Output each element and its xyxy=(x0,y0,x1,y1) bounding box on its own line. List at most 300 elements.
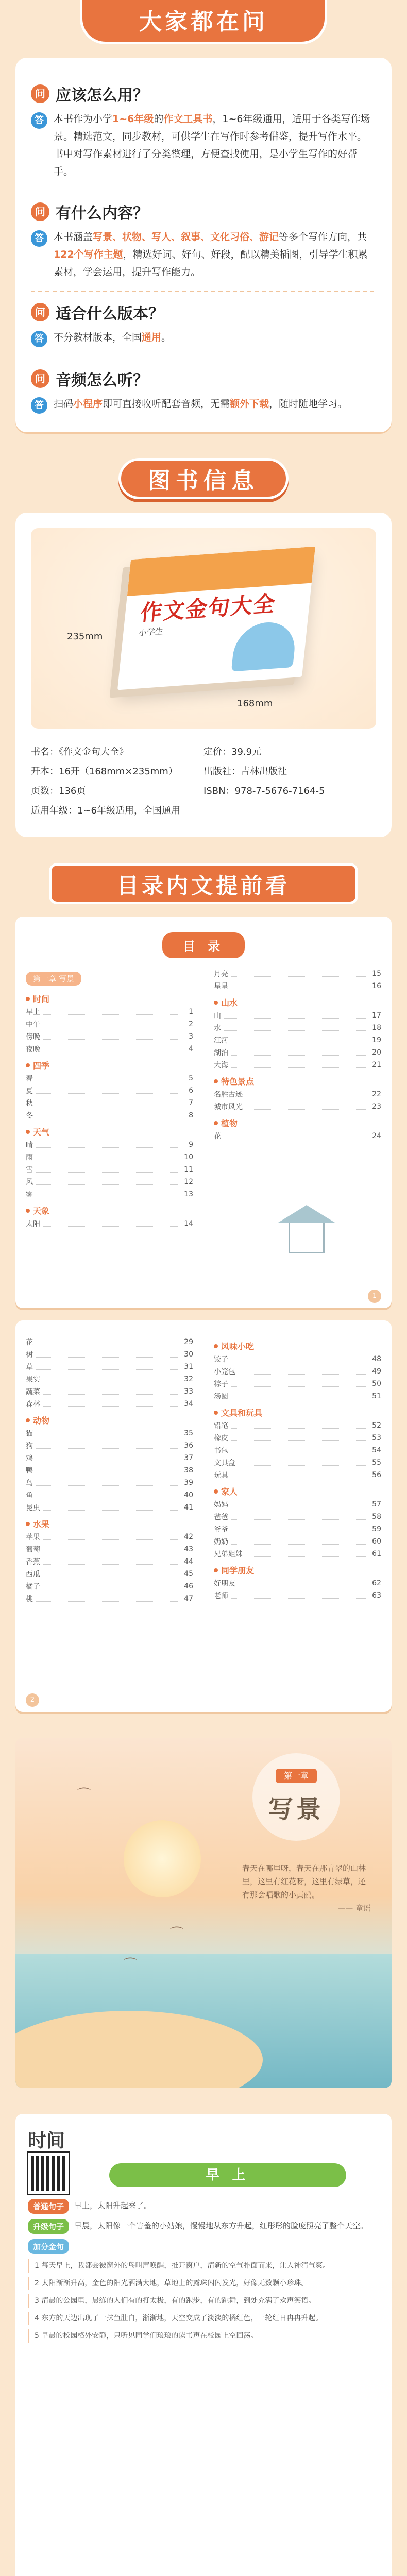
faq-answer xyxy=(31,329,376,347)
toc-leader xyxy=(43,1401,178,1407)
toc-leader xyxy=(36,1492,178,1498)
faq-question-text: 适合什么版本？ xyxy=(56,305,164,323)
toc-entry-page: 48 xyxy=(372,1355,381,1363)
book-info-grid xyxy=(31,744,376,819)
book-info-item xyxy=(204,803,376,819)
toc-entry[interactable] xyxy=(26,1151,193,1163)
toc-entry-title: 夜晚 xyxy=(26,1045,40,1054)
toc-entry[interactable] xyxy=(26,1543,193,1555)
toc-leader xyxy=(36,1443,178,1449)
book-cover-illustration xyxy=(231,620,298,672)
toc-entry[interactable] xyxy=(26,1555,193,1568)
toc-leader xyxy=(231,1538,366,1545)
toc-entry-title: 晴 xyxy=(26,1141,33,1149)
sample-paragraph: 5 早晨的校园格外安静，只听见同学们琅琅的读书声在校园上空回荡。 xyxy=(28,2329,379,2343)
toc-entry[interactable] xyxy=(214,1548,381,1560)
faq-answer-text xyxy=(54,329,171,346)
book-info-item: 开本：16开（168mm×235mm） xyxy=(31,766,178,777)
toc-entry[interactable] xyxy=(214,968,381,980)
qr-code-icon[interactable] xyxy=(28,2153,69,2194)
toc-entry[interactable] xyxy=(214,1365,381,1378)
toc-entry-page: 51 xyxy=(372,1392,381,1400)
faq-question xyxy=(31,82,376,105)
toc-entry-page: 33 xyxy=(184,1387,193,1396)
toc-leader xyxy=(43,1583,178,1589)
toc-entry-title: 昆虫 xyxy=(26,1504,40,1512)
toc-entry-page: 8 xyxy=(189,1111,193,1120)
toc-leader xyxy=(231,1422,366,1429)
sample-line-tag: 升级句子 xyxy=(28,2219,69,2234)
faq-answer-part: 等多个写作方向，共 xyxy=(279,231,367,243)
toc-entry-page: 17 xyxy=(372,1011,381,1020)
toc-entry-title: 狗 xyxy=(26,1442,33,1450)
chapter-poem xyxy=(242,1861,371,1915)
toc-entry[interactable] xyxy=(26,1398,193,1410)
toc-group: 天象 xyxy=(26,1205,193,1216)
sample-line-text: 早上，太阳升起来了。 xyxy=(74,2201,152,2210)
toc-leader xyxy=(36,1179,178,1185)
toc-entry[interactable] xyxy=(26,1592,193,1605)
toc-leader xyxy=(36,1351,178,1358)
book-info-item: 书名：《作文金句大全》 xyxy=(31,747,128,757)
toc-leader xyxy=(43,1046,178,1052)
toc-entry[interactable] xyxy=(26,1072,193,1084)
sample-page-header xyxy=(28,2126,379,2153)
toc-entry-page: 44 xyxy=(184,1557,193,1566)
toc-entry-title: 城市风光 xyxy=(214,1103,243,1111)
toc-entry-page: 45 xyxy=(184,1570,193,1578)
toc-entry-page: 22 xyxy=(372,1090,381,1098)
toc-leader xyxy=(36,1142,178,1148)
toc-leader xyxy=(36,1430,178,1436)
faq-answer-highlight: 作文工具书 xyxy=(163,113,213,125)
toc-entry-page: 61 xyxy=(372,1550,381,1558)
toc-entry-title: 小笼包 xyxy=(214,1368,235,1376)
faq-answer-part: 即可直接收听配套音频，无需 xyxy=(103,398,230,410)
toc-entry-title: 鱼 xyxy=(26,1492,33,1500)
toc-entry-title: 鸡 xyxy=(26,1454,33,1463)
toc-entry-page: 41 xyxy=(184,1503,193,1512)
toc-entry-page: 60 xyxy=(372,1537,381,1546)
book-cover-stage xyxy=(31,528,376,729)
toc-entry[interactable] xyxy=(26,1385,193,1398)
toc-entry[interactable] xyxy=(26,1477,193,1489)
toc-leader xyxy=(231,971,366,977)
book-info-title: 图书信息 xyxy=(118,458,289,499)
sample-page-1 xyxy=(15,2114,392,2576)
toc-entry-page: 47 xyxy=(184,1595,193,1603)
chapter-page xyxy=(15,1738,392,2088)
toc-entry[interactable] xyxy=(26,1361,193,1373)
toc-entry-page: 23 xyxy=(372,1103,381,1111)
toc-leader xyxy=(36,1191,178,1197)
toc-leader xyxy=(43,1033,178,1040)
toc-entry-title: 夏 xyxy=(26,1087,33,1095)
faq-answer-text xyxy=(54,110,376,180)
toc-leader xyxy=(36,1100,178,1106)
sample-paragraph: 4 东方的天边出现了一抹鱼肚白，渐渐地，天空变成了淡淡的橘红色，一轮红日冉冉升起。 xyxy=(28,2312,379,2325)
toc-entry[interactable] xyxy=(214,1088,381,1100)
bird-icon: ⌒ xyxy=(77,1787,91,1803)
toc-entry[interactable] xyxy=(214,1432,381,1444)
toc-group: 特色景点 xyxy=(214,1075,381,1087)
faq-answer-text xyxy=(54,395,347,413)
book-info-item: ISBN：978-7-5676-7164-5 xyxy=(204,786,325,796)
toc-entry[interactable] xyxy=(214,1046,381,1059)
toc-leader xyxy=(231,1049,366,1056)
toc-leader xyxy=(43,1571,178,1577)
toc-leader xyxy=(231,1447,366,1453)
toc-head xyxy=(26,932,381,958)
book-info-item: 适用年级：1~6年级适用，全国通用 xyxy=(31,805,180,816)
toc-group: 水果 xyxy=(26,1518,193,1530)
toc-entry-title: 树 xyxy=(26,1351,33,1359)
toc-entry-title: 风 xyxy=(26,1178,33,1187)
toc-leader xyxy=(231,1435,366,1441)
toc-leader xyxy=(36,1339,178,1345)
chapter-title-circle xyxy=(252,1753,340,1841)
toc-leader xyxy=(43,1558,178,1565)
faq-answer xyxy=(31,395,376,414)
toc-entry[interactable] xyxy=(26,1531,193,1543)
chapter-section xyxy=(0,1727,407,2098)
book-cover-band xyxy=(127,547,315,596)
faq-answer-highlight: 额外下载 xyxy=(230,398,269,410)
toc-entry[interactable] xyxy=(26,1427,193,1439)
faq-answer-text xyxy=(54,228,376,281)
toc-entry[interactable] xyxy=(26,1336,193,1348)
toc-entry-page: 58 xyxy=(372,1513,381,1521)
toc-entry[interactable] xyxy=(214,1469,381,1481)
toc-page-2 xyxy=(15,1320,392,1712)
toc-leader xyxy=(36,1467,178,1473)
toc-entry[interactable] xyxy=(214,1022,381,1034)
sun-illustration xyxy=(124,1820,201,1897)
toc-entry-page: 42 xyxy=(184,1533,193,1541)
toc-group: 文具和玩具 xyxy=(214,1406,381,1418)
toc-entry-title: 香蕉 xyxy=(26,1558,40,1566)
toc-entry[interactable] xyxy=(214,1009,381,1022)
toc-entry[interactable] xyxy=(214,1444,381,1456)
toc-entry-page: 39 xyxy=(184,1479,193,1487)
toc-entry-title: 冬 xyxy=(26,1112,33,1120)
faq-answer-part: 本书作为小学 xyxy=(54,113,113,125)
toc-entry-page: 16 xyxy=(372,982,381,990)
toc-entry-title: 雨 xyxy=(26,1154,33,1162)
toc-entry-title: 文具盒 xyxy=(214,1459,235,1467)
sample-line-tag: 普通句子 xyxy=(28,2199,69,2214)
toc-entry-title: 水 xyxy=(214,1024,221,1032)
toc-entry[interactable] xyxy=(26,1018,193,1030)
toc-leader xyxy=(239,1460,366,1466)
toc-entry[interactable] xyxy=(214,1589,381,1602)
toc-entry-page: 30 xyxy=(184,1350,193,1359)
toc-entry[interactable] xyxy=(214,1130,381,1142)
sample-paragraph: 3 清晨的公园里，晨练的人们有的打太极，有的跑步，有的跳舞，到处充满了欢声笑语。 xyxy=(28,2294,379,2308)
faq-answer-highlight: 通用 xyxy=(142,332,162,343)
toc-entry[interactable] xyxy=(26,1439,193,1452)
toc-entry-title: 秋 xyxy=(26,1099,33,1108)
toc-entry[interactable] xyxy=(214,1390,381,1402)
toc-leader xyxy=(43,1534,178,1540)
toc-leader xyxy=(36,1596,178,1602)
answer-icon: 答 xyxy=(31,112,47,129)
toc-entry[interactable] xyxy=(26,1139,193,1151)
toc-entry-title: 鸭 xyxy=(26,1467,33,1475)
faq-answer-part: 不分教材版本，全国 xyxy=(54,332,142,343)
faq-question-text: 应该怎么用？ xyxy=(56,87,148,105)
faq-answer-highlight: 小程序 xyxy=(73,398,103,410)
toc-leader xyxy=(239,1580,366,1586)
pavilion-illustration xyxy=(278,1205,335,1267)
chapter-poem-author: —— 童谣 xyxy=(337,1904,371,1913)
toc-entry-title: 妈妈 xyxy=(214,1501,228,1509)
answer-icon: 答 xyxy=(31,230,47,247)
toc-entry-page: 3 xyxy=(189,1032,193,1041)
toc-entry-page: 38 xyxy=(184,1466,193,1475)
toc-entry[interactable] xyxy=(26,1217,193,1230)
toc-group: 同学朋友 xyxy=(214,1564,381,1576)
sample-line xyxy=(28,2199,379,2214)
toc-entry-title: 名胜古迹 xyxy=(214,1091,243,1099)
book-height-dimension: 235mm xyxy=(67,631,103,642)
toc-entry[interactable] xyxy=(26,1452,193,1464)
toc-entry-page: 15 xyxy=(372,970,381,978)
toc-entry[interactable] xyxy=(26,1464,193,1477)
toc-leader xyxy=(224,1025,366,1031)
toc-entry-page: 57 xyxy=(372,1500,381,1509)
toc-entry-title: 森林 xyxy=(26,1400,40,1409)
toc-entry-page: 62 xyxy=(372,1579,381,1587)
toc-leader xyxy=(224,1012,366,1019)
toc-leader xyxy=(36,1088,178,1094)
toc-entry[interactable] xyxy=(214,1059,381,1071)
bird-icon: ⌒ xyxy=(124,1957,138,1973)
question-icon: 问 xyxy=(31,84,49,103)
faq-question xyxy=(31,301,376,324)
toc-entry[interactable] xyxy=(214,1100,381,1113)
toc-entry-title: 铅笔 xyxy=(214,1422,228,1430)
book-info-section xyxy=(0,453,407,858)
toc-entry[interactable] xyxy=(26,1188,193,1200)
toc-leader xyxy=(239,1368,366,1375)
toc-leader xyxy=(231,1472,366,1478)
question-icon: 问 xyxy=(31,202,49,221)
toc-leader xyxy=(231,1381,366,1387)
toc-leader xyxy=(231,1062,366,1068)
toc-entry-title: 书包 xyxy=(214,1447,228,1455)
toc-entry-title: 桃 xyxy=(26,1595,33,1603)
toc-entry[interactable] xyxy=(26,1030,193,1043)
faq-answer-part: 本书涵盖 xyxy=(54,231,93,243)
toc-entry[interactable] xyxy=(26,1373,193,1385)
toc-entry-title: 花 xyxy=(26,1338,33,1347)
toc-entry[interactable] xyxy=(26,1568,193,1580)
toc-entry-title: 好朋友 xyxy=(214,1580,235,1588)
toc-leader xyxy=(231,1514,366,1520)
toc-group: 山水 xyxy=(214,996,381,1008)
toc-group: 动物 xyxy=(26,1414,193,1426)
toc-leader xyxy=(224,1133,366,1139)
time-bar-morning: 早 上 xyxy=(109,2163,346,2187)
sample-section xyxy=(0,2098,407,2576)
sample-line xyxy=(28,2219,379,2234)
toc-head-label: 目 录 xyxy=(162,932,245,958)
toc-entry-page: 4 xyxy=(189,1045,193,1053)
toc-entry[interactable] xyxy=(214,1498,381,1511)
toc-entry-page: 2 xyxy=(189,1020,193,1028)
chapter-name: 写景 xyxy=(268,1795,324,1824)
toc-entry-page: 19 xyxy=(372,1036,381,1044)
toc-page-number: 1 xyxy=(368,1290,381,1303)
toc-entry-title: 大海 xyxy=(214,1061,228,1070)
toc-entry-title: 星星 xyxy=(214,982,228,991)
toc-entry-title: 鸟 xyxy=(26,1479,33,1487)
toc-entry[interactable] xyxy=(214,1535,381,1548)
chapter-poem-text: 春天在哪里呀，春天在那青翠的山林里，这里有红花呀，这里有绿草，还有那会唱歌的小黄鹂。 xyxy=(242,1863,366,1900)
toc-entry-page: 29 xyxy=(184,1338,193,1346)
toc-leader xyxy=(43,1388,178,1395)
toc-entry-title: 苹果 xyxy=(26,1533,40,1541)
book-width-dimension: 168mm xyxy=(237,698,273,709)
book-info-item: 出版社：吉林出版社 xyxy=(204,766,287,777)
toc-entry-title: 爷爷 xyxy=(214,1526,228,1534)
toc-section xyxy=(0,858,407,1727)
toc-leader xyxy=(231,1356,366,1362)
toc-leader xyxy=(43,1221,178,1227)
faq-question xyxy=(31,367,376,390)
toc-leader xyxy=(43,1546,178,1552)
toc-leader xyxy=(43,1009,178,1015)
toc-entry[interactable] xyxy=(26,1006,193,1018)
faq-answer-part: ，随时随地学习。 xyxy=(269,398,348,410)
toc-leader xyxy=(43,1021,178,1027)
faq-answer-part: 的 xyxy=(154,113,164,125)
faq-question-text: 有什么内容？ xyxy=(56,205,148,223)
toc-entry-title: 山 xyxy=(214,1012,221,1020)
faq-answer-part: ，精选好词、好句、好段，配以精美插图，引导学生积累素材，学会运用，提升写作能力。 xyxy=(54,249,368,278)
toc-entry[interactable] xyxy=(214,1353,381,1365)
toc-entry-title: 雾 xyxy=(26,1191,33,1199)
book-cover-image xyxy=(117,547,315,690)
sample-line-text: 早晨，太阳像一个害羞的小姑娘，慢慢地从东方升起，红彤彤的脸庞照亮了整个天空。 xyxy=(74,2221,368,2230)
toc-entry[interactable] xyxy=(26,1176,193,1188)
toc-entry[interactable] xyxy=(214,980,381,992)
book-info-item: 定价：39.9元 xyxy=(204,747,262,757)
toc-entry-page: 13 xyxy=(184,1190,193,1198)
faq-answer-highlight: 122个写作主题 xyxy=(54,249,123,260)
toc-entry-title: 老师 xyxy=(214,1592,228,1600)
toc-entry[interactable] xyxy=(214,1523,381,1535)
toc-col-right xyxy=(214,968,381,1230)
faq-card xyxy=(15,58,392,432)
toc-entry[interactable] xyxy=(26,1489,193,1501)
toc-entry-title: 傍晚 xyxy=(26,1033,40,1041)
toc-entry-page: 7 xyxy=(189,1099,193,1107)
toc-entry[interactable] xyxy=(26,1348,193,1361)
toc-leader xyxy=(231,1526,366,1532)
toc-entry-page: 52 xyxy=(372,1421,381,1430)
toc-entry[interactable] xyxy=(26,1109,193,1122)
toc-entry-page: 56 xyxy=(372,1471,381,1479)
toc-entry-page: 24 xyxy=(372,1132,381,1140)
toc-entry-page: 46 xyxy=(184,1582,193,1590)
toc-entry[interactable] xyxy=(26,1501,193,1514)
toc-entry-page: 43 xyxy=(184,1545,193,1553)
toc-entry[interactable] xyxy=(214,1511,381,1523)
toc-entry[interactable] xyxy=(214,1419,381,1432)
faq-answer xyxy=(31,110,376,180)
toc-entry-page: 14 xyxy=(184,1219,193,1228)
toc-entry-title: 草 xyxy=(26,1363,33,1371)
toc-group: 四季 xyxy=(26,1059,193,1071)
toc-chapter: 第一章 写景 xyxy=(26,972,81,986)
answer-icon: 答 xyxy=(31,397,47,414)
sample-paragraph: 2 太阳渐渐升高，金色的阳光洒满大地，草地上的露珠闪闪发光，好像无数颗小珍珠。 xyxy=(28,2277,379,2290)
toc-leader xyxy=(43,1504,178,1511)
bird-icon: ⌒ xyxy=(170,1926,184,1942)
faq-answer-part: 。 xyxy=(161,332,172,343)
toc-entry-page: 1 xyxy=(189,1008,193,1016)
toc-entry-page: 59 xyxy=(372,1525,381,1533)
toc-leader xyxy=(231,983,366,989)
toc-leader xyxy=(36,1112,178,1118)
toc-entry-page: 9 xyxy=(189,1141,193,1149)
toc-entry[interactable] xyxy=(26,1097,193,1109)
toc-entry-page: 18 xyxy=(372,1024,381,1032)
toc-leader xyxy=(231,1037,366,1043)
toc-entry[interactable] xyxy=(26,1163,193,1176)
faq-divider xyxy=(31,291,376,292)
toc-entry-title: 早上 xyxy=(26,1008,40,1016)
toc-entry-title: 江河 xyxy=(214,1037,228,1045)
toc-entry[interactable] xyxy=(214,1378,381,1390)
toc-entry-title: 奶奶 xyxy=(214,1538,228,1546)
book-cover-title: 作文金句大全 xyxy=(139,590,278,626)
toc-leader xyxy=(246,1091,366,1097)
sample-line xyxy=(28,2239,379,2254)
toc-col-left xyxy=(26,1336,193,1605)
toc-entry-title: 橘子 xyxy=(26,1583,40,1591)
toc-entry-page: 10 xyxy=(184,1153,193,1161)
sample-paragraphs xyxy=(28,2259,379,2343)
toc-col-left xyxy=(26,968,193,1230)
toc-entry-page: 36 xyxy=(184,1442,193,1450)
toc-entry-title: 春 xyxy=(26,1075,33,1083)
toc-entry[interactable] xyxy=(214,1577,381,1589)
toc-entry[interactable] xyxy=(214,1456,381,1469)
toc-entry-title: 葡萄 xyxy=(26,1546,40,1554)
toc-entry-title: 玩具 xyxy=(214,1471,228,1480)
toc-group: 植物 xyxy=(214,1117,381,1129)
faq-answer-highlight: 写景、状物、写人、叙事、文化习俗、游记 xyxy=(93,231,279,243)
toc-page-1 xyxy=(15,917,392,1308)
faq-section xyxy=(0,0,407,453)
toc-entry[interactable] xyxy=(26,1084,193,1097)
toc-entry[interactable] xyxy=(26,1580,193,1592)
toc-leader xyxy=(36,1455,178,1461)
toc-columns xyxy=(26,968,381,1230)
toc-entry-page: 35 xyxy=(184,1429,193,1437)
toc-entry-title: 湖泊 xyxy=(214,1049,228,1057)
toc-leader xyxy=(36,1364,178,1370)
toc-entry-title: 蔬菜 xyxy=(26,1388,40,1396)
toc-entry-title: 花 xyxy=(214,1132,221,1141)
toc-entry-page: 49 xyxy=(372,1367,381,1376)
toc-title: 目录内文提前看 xyxy=(49,863,358,904)
toc-entry[interactable] xyxy=(26,1043,193,1055)
toc-entry[interactable] xyxy=(214,1034,381,1046)
